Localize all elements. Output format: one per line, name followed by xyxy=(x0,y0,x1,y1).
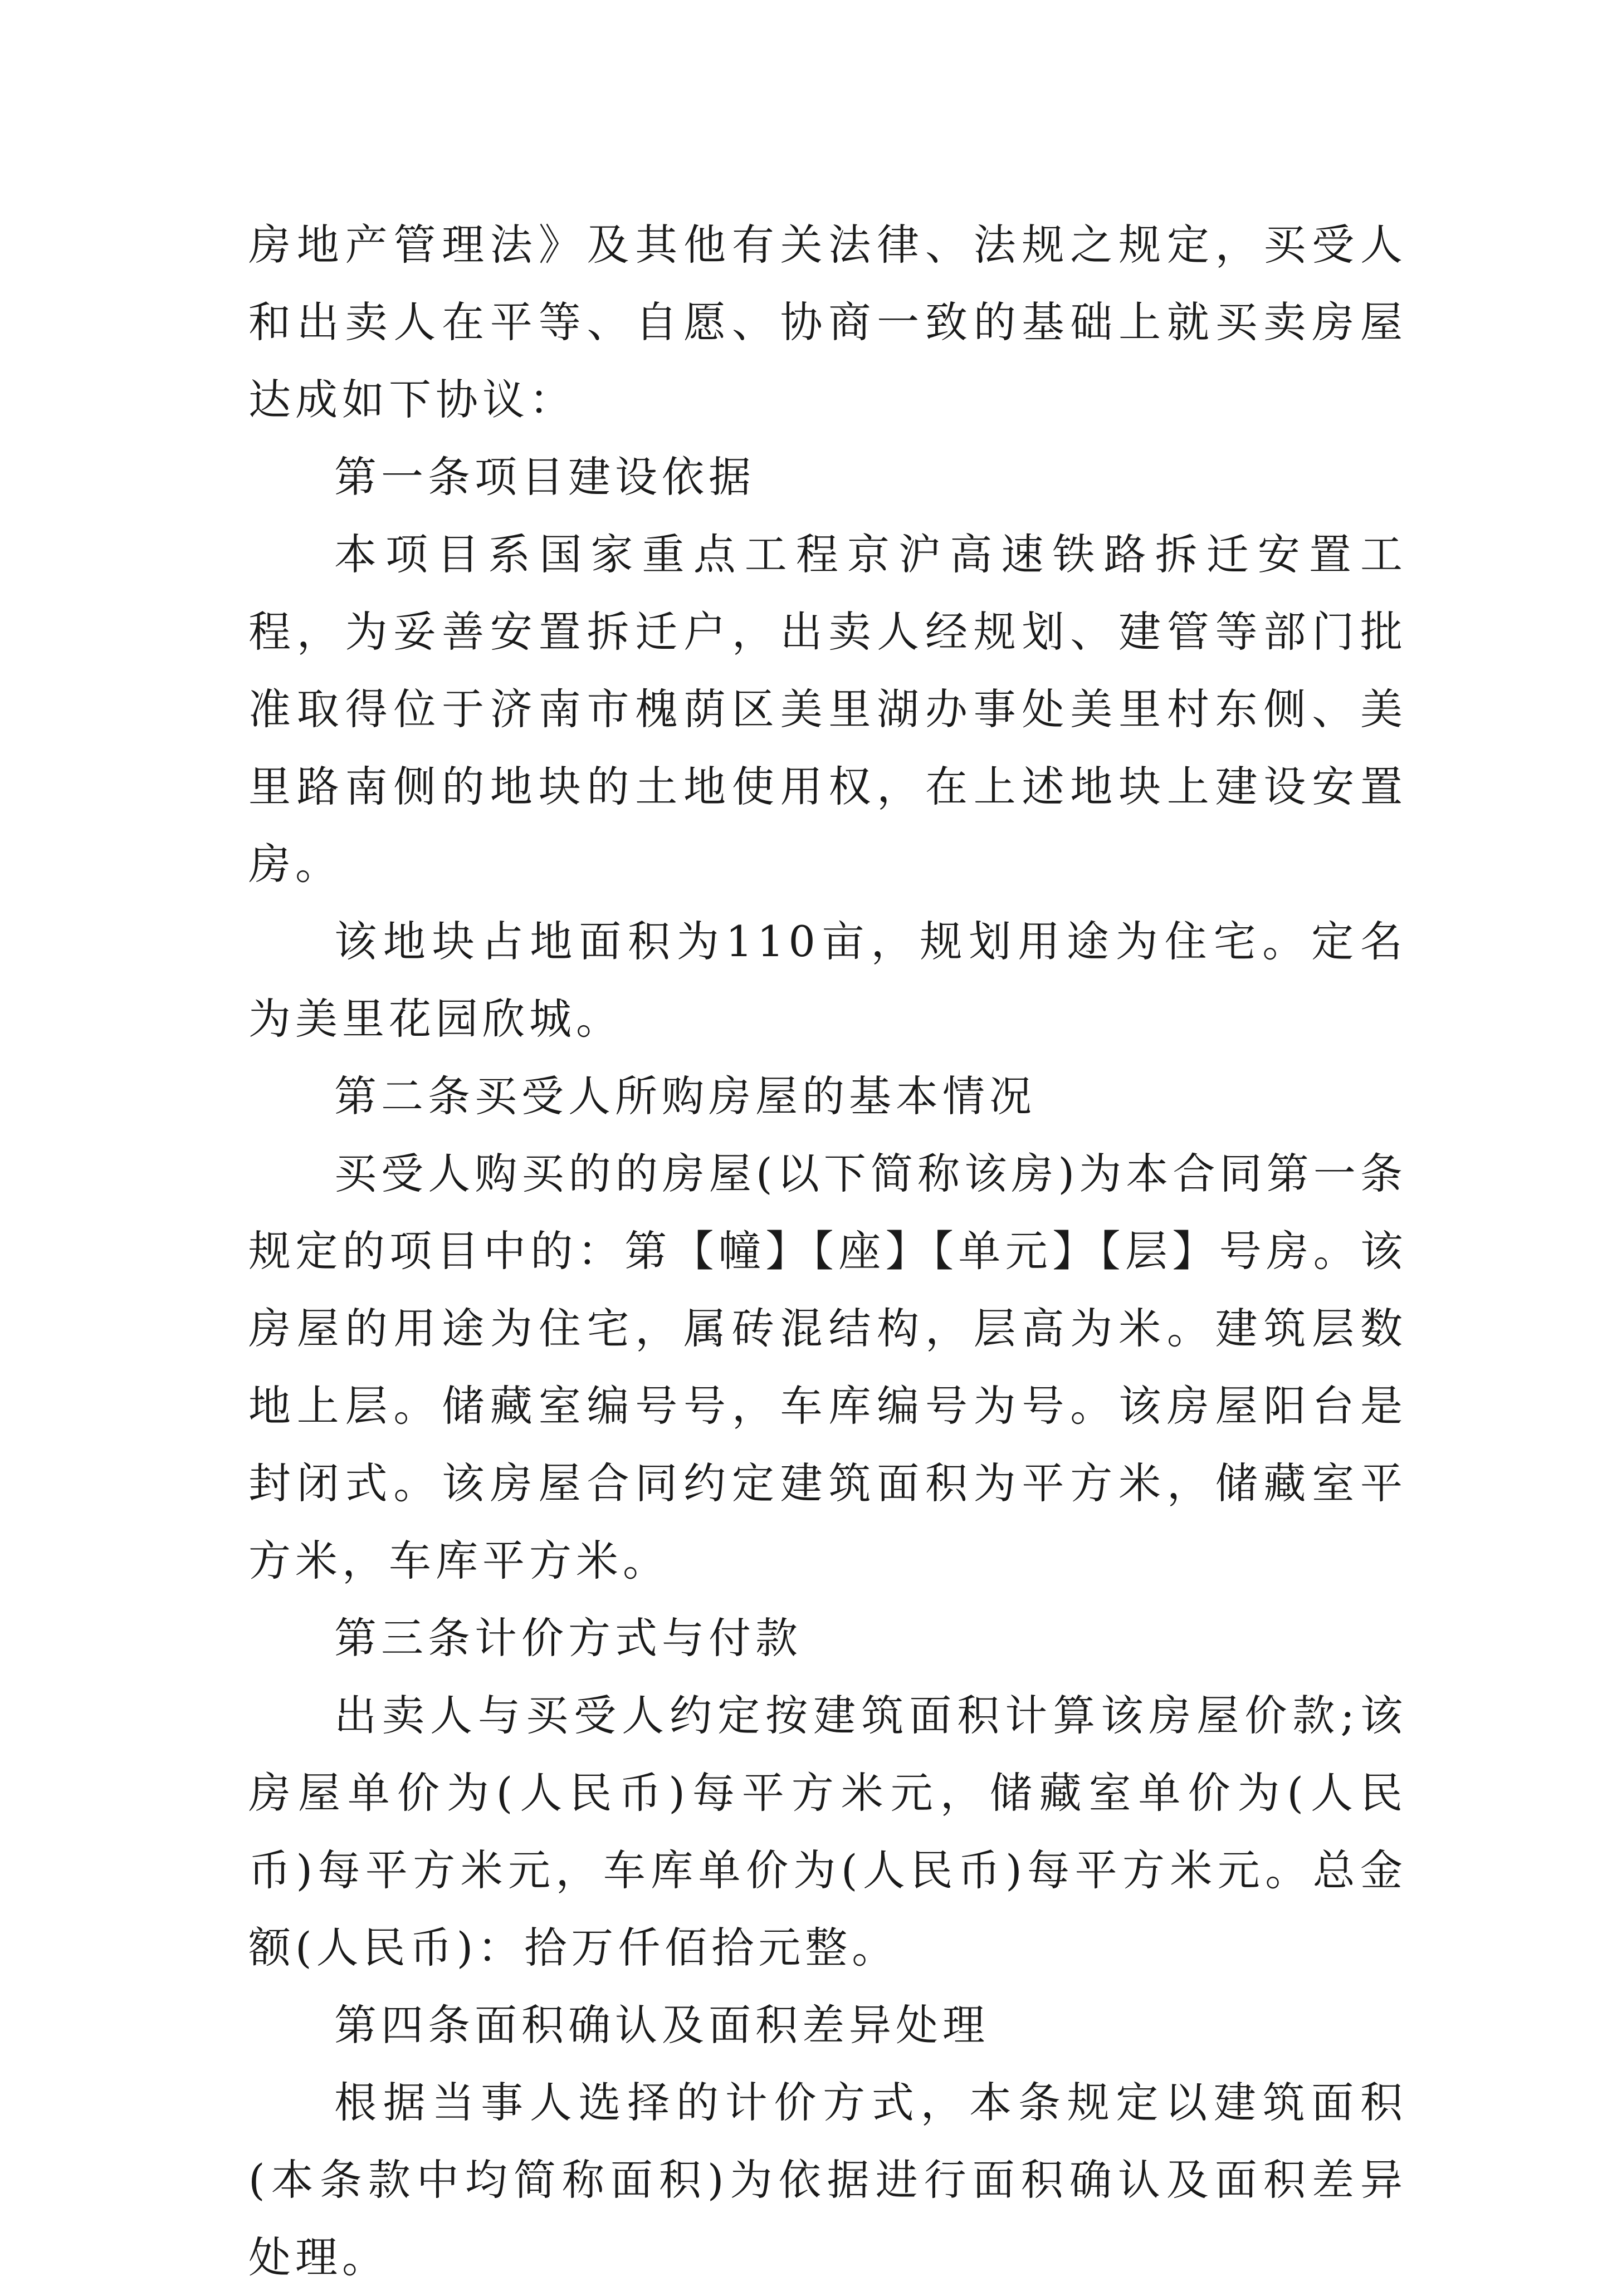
heading-article-3: 第三条计价方式与付款 xyxy=(334,1613,802,1663)
paragraph-land-area: 该地块占地面积为110亩，规划用途为住宅。定名为美里花园欣城。 xyxy=(248,917,1407,1044)
paragraph-house-details: 买受人购买的的房屋(以下简称该房)为本合同第一条规定的项目中的：第【幢】【座】【单元】【层】号房。该房屋的用途为住宅，属砖混结构，层高为米。建筑层数地上层。储藏室编号号，车库编号为号。该房屋阳台是封闭式。该房屋合同约定建筑面积为平方米，储藏室平方米，车库平方米。 xyxy=(248,1149,1407,1585)
heading-article-1: 第一条项目建设依据 xyxy=(334,452,755,502)
heading-article-2: 第二条买受人所购房屋的基本情况 xyxy=(334,1071,1036,1121)
paragraph-pricing: 出卖人与买受人约定按建筑面积计算该房屋价款;该房屋单价为(人民币)每平方米元，储藏室单价为(人民币)每平方米元，车库单价为(人民币)每平方米元。总金额(人民币)：拾万仟佰拾元整。 xyxy=(248,1691,1407,1972)
paragraph-area-confirmation: 根据当事人选择的计价方式，本条规定以建筑面积(本条款中均简称面积)为依据进行面积确认及面积差异处理。 xyxy=(248,2078,1407,2282)
heading-article-4: 第四条面积确认及面积差异处理 xyxy=(334,2000,989,2050)
paragraph-preamble: 房地产管理法》及其他有关法律、法规之规定，买受人和出卖人在平等、自愿、协商一致的基础上就买卖房屋达成如下协议： xyxy=(248,220,1407,424)
contract-text xyxy=(248,206,1407,2296)
paragraph-project-basis: 本项目系国家重点工程京沪高速铁路拆迁安置工程，为妥善安置拆迁户，出卖人经规划、建管等部门批准取得位于济南市槐荫区美里湖办事处美里村东侧、美里路南侧的地块的土地使用权，在上述地块上建设安置房。 xyxy=(248,530,1407,889)
